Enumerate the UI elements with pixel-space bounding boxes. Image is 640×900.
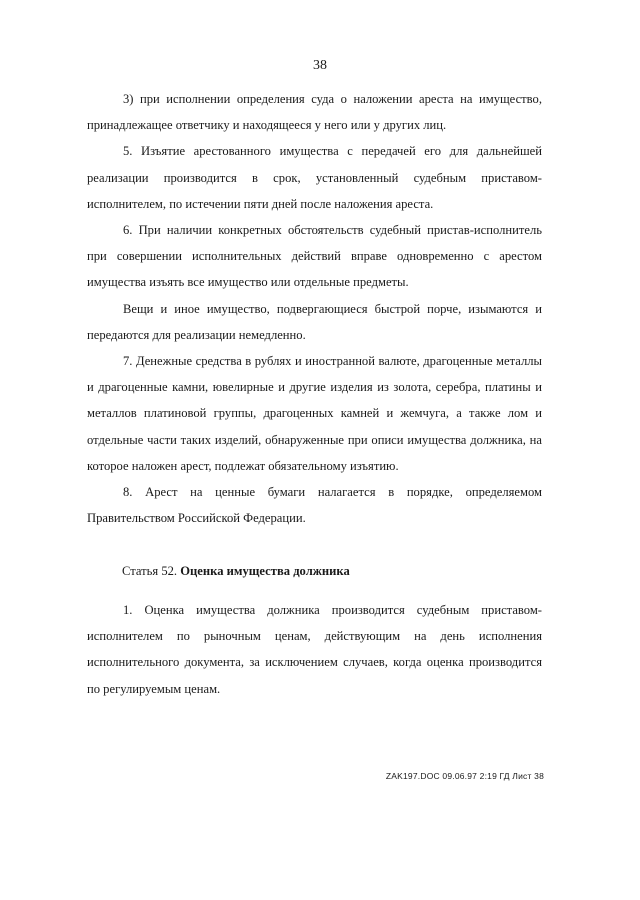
paragraph-8: 8. Арест на ценные бумаги налагается в порядке, определяемом Правительством Российской Федерации. [87,485,542,526]
document-footer: ZAK197.DOC 09.06.97 2:19 ГД Лист 38 [385,771,544,781]
article-number: Статья 52. [122,564,178,578]
document-body [87,86,542,531]
paragraph-6: 6. При наличии конкретных обстоятельств судебный пристав-исполнитель при совершении исполнительных действий вправе одновременно с арестом имущества изъять все имущество или отдельные предметы. [87,223,542,290]
article-paragraph-1: 1. Оценка имущества должника производится судебным приставом-исполнителем по рыночным ценам, действующим на день исполнения исполнительного документа, за исключением случаев, когда оценка производится по регулируемым ценам. [87,603,542,696]
page-number: 38 [313,58,327,73]
paragraph-5: 5. Изъятие арестованного имущества с передачей его для дальнейшей реализации производится в срок, установленный судебным приставом-исполнителем, по истечении пяти дней после наложения ареста. [87,144,542,211]
paragraph-7: 7. Денежные средства в рублях и иностранной валюте, драгоценные металлы и драгоценные камни, ювелирные и другие изделия из золота, серебра, платины и металлов платиновой группы, драгоценных камней и жемчуга, а также лом и отдельные части таких изделий, обнаруженные при описи имущества должника, на которое наложен арест, подлежат обязательному изъятию. [87,354,542,473]
article-title: Оценка имущества должника [180,564,350,578]
article-body [87,597,542,702]
paragraph-perishables: Вещи и иное имущество, подвергающиеся быстрой порче, изымаются и передаются для реализации немедленно. [87,301,542,342]
paragraph-subclause-3: 3) при исполнении определения суда о наложении ареста на имущество, принадлежащее ответчику и находящееся у него или у других лиц. [87,92,542,133]
article-heading [122,561,542,581]
